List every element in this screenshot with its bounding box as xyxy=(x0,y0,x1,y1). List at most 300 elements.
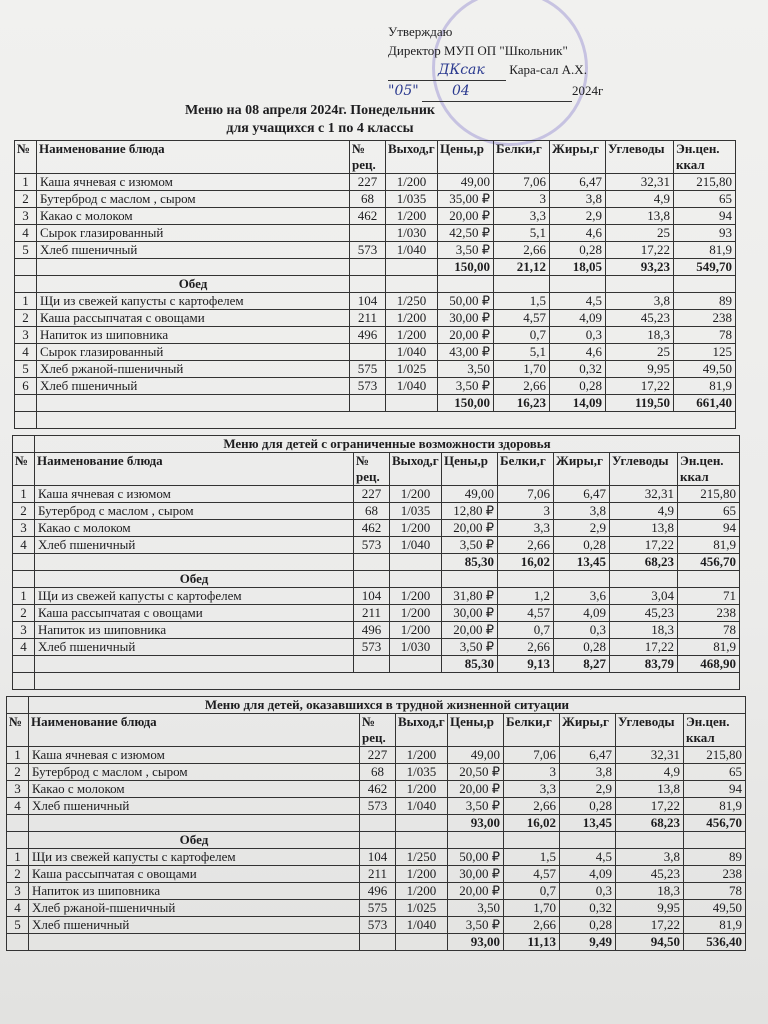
table-row xyxy=(13,520,740,537)
cell-kcal: 49,50 xyxy=(683,900,745,917)
total-price: 93,00 xyxy=(447,815,503,832)
cell-no: 1 xyxy=(15,174,37,191)
cell-protein: 1,2 xyxy=(498,588,554,605)
empty-cell xyxy=(13,673,35,690)
cell-name: Сырок глазированный xyxy=(37,225,350,242)
cell-carbs: 25 xyxy=(606,225,674,242)
cell-rec: 573 xyxy=(354,639,390,656)
cell-yield: 1/035 xyxy=(390,503,442,520)
empty-cell xyxy=(442,571,498,588)
cell-carbs: 13,8 xyxy=(606,208,674,225)
cell-kcal: 78 xyxy=(683,883,745,900)
cell-price: 3,50 ₽ xyxy=(438,242,494,259)
total-row xyxy=(13,554,740,571)
header-text: № xyxy=(361,714,376,729)
cell-rec: 575 xyxy=(359,900,395,917)
cell-carbs: 18,3 xyxy=(615,883,683,900)
table-row xyxy=(15,378,736,395)
cell-price: 30,00 ₽ xyxy=(447,866,503,883)
column-header-no xyxy=(13,453,35,486)
cell-yield: 1/040 xyxy=(386,378,438,395)
cell-protein: 4,57 xyxy=(503,866,559,883)
cell-rec xyxy=(350,225,386,242)
cell-no: 5 xyxy=(7,917,29,934)
header-text: Жиры,г xyxy=(561,714,609,729)
empty-cell xyxy=(395,934,447,951)
table-row xyxy=(15,344,736,361)
cell-yield: 1/200 xyxy=(386,208,438,225)
cell-no: 4 xyxy=(13,537,35,554)
column-header-kcal xyxy=(674,141,736,174)
cell-rec: 573 xyxy=(350,242,386,259)
cell-price: 3,50 ₽ xyxy=(438,378,494,395)
cell-protein: 4,57 xyxy=(498,605,554,622)
cell-rec: 227 xyxy=(359,747,395,764)
cell-no: 3 xyxy=(15,208,37,225)
cell-name: Каша ячневая с изюмом xyxy=(29,747,360,764)
header-text: Выход,г xyxy=(392,453,439,468)
cell-protein: 1,5 xyxy=(503,849,559,866)
empty-cell xyxy=(447,832,503,849)
cell-rec: 68 xyxy=(350,191,386,208)
empty-cell xyxy=(29,934,360,951)
cell-yield: 1/200 xyxy=(390,588,442,605)
total-carbs: 119,50 xyxy=(606,395,674,412)
cell-protein: 2,66 xyxy=(498,537,554,554)
empty-cell xyxy=(494,276,550,293)
cell-no: 5 xyxy=(15,361,37,378)
column-header-no xyxy=(7,714,29,747)
cell-rec: 573 xyxy=(354,537,390,554)
cell-name: Сырок глазированный xyxy=(37,344,350,361)
cell-price: 3,50 ₽ xyxy=(447,798,503,815)
cell-protein: 5,1 xyxy=(494,225,550,242)
lunch-label: Обед xyxy=(37,276,350,293)
cell-name: Напиток из шиповника xyxy=(37,327,350,344)
cell-no: 4 xyxy=(15,344,37,361)
cell-fat: 0,3 xyxy=(559,883,615,900)
cell-price: 31,80 ₽ xyxy=(442,588,498,605)
cell-kcal: 89 xyxy=(674,293,736,310)
cell-name: Бутерброд с маслом , сыром xyxy=(37,191,350,208)
blank-row xyxy=(13,673,740,690)
cell-carbs: 13,8 xyxy=(610,520,678,537)
cell-carbs: 18,3 xyxy=(606,327,674,344)
cell-yield: 1/040 xyxy=(390,537,442,554)
empty-cell xyxy=(674,276,736,293)
cell-carbs: 17,22 xyxy=(606,242,674,259)
cell-fat: 0,28 xyxy=(559,917,615,934)
total-fat: 13,45 xyxy=(554,554,610,571)
total-carbs: 68,23 xyxy=(610,554,678,571)
cell-rec: 573 xyxy=(359,917,395,934)
header-text: Цены,р xyxy=(449,714,494,729)
cell-yield: 1/040 xyxy=(395,917,447,934)
cell-name: Хлеб пшеничный xyxy=(35,537,354,554)
empty-cell xyxy=(610,571,678,588)
cell-no: 1 xyxy=(15,293,37,310)
cell-name: Какао с молоком xyxy=(37,208,350,225)
cell-no: 6 xyxy=(15,378,37,395)
empty-cell xyxy=(386,276,438,293)
cell-price: 42,50 ₽ xyxy=(438,225,494,242)
cell-no: 3 xyxy=(15,327,37,344)
table-row xyxy=(7,900,746,917)
empty-cell xyxy=(7,697,29,714)
total-row xyxy=(13,656,740,673)
total-fat: 18,05 xyxy=(550,259,606,276)
header-text: Белки,г xyxy=(496,141,542,156)
header-text: Эн.цен. xyxy=(676,141,720,156)
cell-name: Хлеб пшеничный xyxy=(29,917,360,934)
cell-carbs: 17,22 xyxy=(615,798,683,815)
header-text: рец. xyxy=(356,469,380,484)
column-header-protein xyxy=(498,453,554,486)
cell-rec: 462 xyxy=(354,520,390,537)
cell-no: 2 xyxy=(15,191,37,208)
total-kcal: 456,70 xyxy=(678,554,740,571)
cell-kcal: 65 xyxy=(678,503,740,520)
menu-title: Меню на 08 апреля 2024г. Понедельник xyxy=(185,103,435,118)
cell-yield: 1/035 xyxy=(395,764,447,781)
table-row xyxy=(15,242,736,259)
table-row xyxy=(7,781,746,798)
cell-kcal: 81,9 xyxy=(674,378,736,395)
header-text: Цены,р xyxy=(444,453,489,468)
header-text: ккал xyxy=(680,469,709,484)
cell-no: 1 xyxy=(7,747,29,764)
cell-carbs: 3,8 xyxy=(615,849,683,866)
cell-kcal: 71 xyxy=(678,588,740,605)
cell-name: Каша рассыпчатая с овощами xyxy=(29,866,360,883)
cell-carbs: 4,9 xyxy=(606,191,674,208)
menu-subtitle: для учащихся с 1 по 4 классы xyxy=(226,121,414,136)
cell-yield: 1/200 xyxy=(386,327,438,344)
menu-table-disabilities xyxy=(12,435,740,690)
blank-row xyxy=(15,412,736,429)
cell-yield: 1/030 xyxy=(390,639,442,656)
empty-cell xyxy=(390,554,442,571)
header-text: № xyxy=(9,714,23,729)
cell-protein: 0,7 xyxy=(503,883,559,900)
cell-protein: 7,06 xyxy=(494,174,550,191)
cell-price: 20,00 ₽ xyxy=(442,622,498,639)
cell-price: 49,00 xyxy=(438,174,494,191)
empty-cell xyxy=(354,571,390,588)
cell-no: 3 xyxy=(13,622,35,639)
cell-kcal: 78 xyxy=(674,327,736,344)
cell-name: Хлеб пшеничный xyxy=(35,639,354,656)
cell-kcal: 215,80 xyxy=(678,486,740,503)
empty-cell xyxy=(359,934,395,951)
empty-cell xyxy=(7,934,29,951)
handwritten-signature: ДКсак xyxy=(438,62,485,78)
empty-cell xyxy=(7,832,29,849)
empty-cell xyxy=(559,832,615,849)
empty-cell xyxy=(15,395,37,412)
director-title: Директор МУП ОП "Школьник" xyxy=(388,43,568,58)
cell-price: 30,00 ₽ xyxy=(438,310,494,327)
cell-rec: 211 xyxy=(359,866,395,883)
empty-cell xyxy=(554,571,610,588)
column-header-price xyxy=(438,141,494,174)
column-header-name xyxy=(37,141,350,174)
total-row xyxy=(15,259,736,276)
cell-carbs: 45,23 xyxy=(606,310,674,327)
cell-no: 3 xyxy=(13,520,35,537)
cell-kcal: 89 xyxy=(683,849,745,866)
cell-price: 43,00 ₽ xyxy=(438,344,494,361)
cell-fat: 0,28 xyxy=(550,242,606,259)
cell-price: 30,00 ₽ xyxy=(442,605,498,622)
approval-label: Утверждаю xyxy=(388,24,453,39)
cell-yield: 1/040 xyxy=(386,344,438,361)
table-row xyxy=(13,588,740,605)
table-row xyxy=(15,327,736,344)
table-row xyxy=(7,883,746,900)
approval-block xyxy=(388,22,603,102)
cell-yield: 1/200 xyxy=(390,520,442,537)
column-header-no xyxy=(15,141,37,174)
total-carbs: 94,50 xyxy=(615,934,683,951)
cell-yield: 1/250 xyxy=(395,849,447,866)
column-header-kcal xyxy=(683,714,745,747)
empty-cell xyxy=(350,276,386,293)
table-row xyxy=(13,486,740,503)
total-fat: 14,09 xyxy=(550,395,606,412)
table-row xyxy=(7,849,746,866)
cell-fat: 4,5 xyxy=(559,849,615,866)
cell-yield: 1/200 xyxy=(395,866,447,883)
cell-fat: 3,8 xyxy=(550,191,606,208)
table-header-row xyxy=(13,453,740,486)
header-text: рец. xyxy=(352,157,376,172)
cell-yield: 1/040 xyxy=(395,798,447,815)
cell-yield: 1/200 xyxy=(395,781,447,798)
cell-name: Щи из свежей капусты с картофелем xyxy=(37,293,350,310)
cell-protein: 3 xyxy=(494,191,550,208)
cell-price: 20,00 ₽ xyxy=(438,327,494,344)
total-kcal: 549,70 xyxy=(674,259,736,276)
cell-name: Какао с молоком xyxy=(29,781,360,798)
cell-fat: 4,09 xyxy=(559,866,615,883)
empty-cell xyxy=(35,656,354,673)
total-price: 85,30 xyxy=(442,656,498,673)
empty-cell xyxy=(37,259,350,276)
cell-price: 3,50 ₽ xyxy=(442,639,498,656)
total-kcal: 536,40 xyxy=(683,934,745,951)
cell-kcal: 215,80 xyxy=(683,747,745,764)
empty-cell xyxy=(386,259,438,276)
header-text: Углеводы xyxy=(612,453,669,468)
cell-kcal: 81,9 xyxy=(683,798,745,815)
header-text: № xyxy=(15,453,29,468)
cell-yield: 1/040 xyxy=(386,242,438,259)
column-header-yield xyxy=(386,141,438,174)
empty-cell xyxy=(683,832,745,849)
empty-cell xyxy=(390,571,442,588)
cell-price: 12,80 ₽ xyxy=(442,503,498,520)
header-text: Жиры,г xyxy=(552,141,599,156)
lunch-label: Обед xyxy=(35,571,354,588)
column-header-rec xyxy=(354,453,390,486)
empty-cell xyxy=(503,832,559,849)
column-header-carbs xyxy=(606,141,674,174)
cell-carbs: 9,95 xyxy=(615,900,683,917)
cell-price: 20,00 ₽ xyxy=(447,781,503,798)
table-row xyxy=(7,764,746,781)
total-protein: 16,02 xyxy=(498,554,554,571)
empty-cell xyxy=(438,276,494,293)
empty-cell xyxy=(350,259,386,276)
column-header-price xyxy=(447,714,503,747)
header-text: ккал xyxy=(676,157,705,172)
empty-cell xyxy=(7,815,29,832)
cell-rec: 211 xyxy=(354,605,390,622)
cell-kcal: 93 xyxy=(674,225,736,242)
cell-fat: 2,9 xyxy=(554,520,610,537)
director-name: Кара-сал А.Х. xyxy=(509,62,587,77)
cell-kcal: 94 xyxy=(674,208,736,225)
cell-no: 4 xyxy=(15,225,37,242)
cell-kcal: 215,80 xyxy=(674,174,736,191)
table-row xyxy=(13,605,740,622)
empty-cell xyxy=(15,412,37,429)
cell-price: 49,00 xyxy=(447,747,503,764)
empty-cell xyxy=(37,412,736,429)
lunch-header-row xyxy=(13,571,740,588)
column-header-rec xyxy=(359,714,395,747)
header-text: ккал xyxy=(685,730,715,745)
cell-fat: 4,6 xyxy=(550,344,606,361)
empty-cell xyxy=(395,815,447,832)
cell-name: Бутерброд с маслом , сыром xyxy=(35,503,354,520)
cell-rec: 227 xyxy=(354,486,390,503)
cell-fat: 6,47 xyxy=(550,174,606,191)
cell-no: 3 xyxy=(7,883,29,900)
table-row xyxy=(15,361,736,378)
lunch-label: Обед xyxy=(29,832,360,849)
cell-kcal: 238 xyxy=(678,605,740,622)
cell-name: Каша ячневая с изюмом xyxy=(35,486,354,503)
header-text: Эн.цен. xyxy=(685,714,730,729)
cell-protein: 3 xyxy=(498,503,554,520)
cell-kcal: 49,50 xyxy=(674,361,736,378)
cell-name: Хлеб ржаной-пшеничный xyxy=(37,361,350,378)
lunch-header-row xyxy=(7,832,746,849)
cell-kcal: 81,9 xyxy=(678,537,740,554)
table-row xyxy=(15,225,736,242)
cell-yield: 1/200 xyxy=(390,605,442,622)
cell-no: 5 xyxy=(15,242,37,259)
cell-rec: 68 xyxy=(354,503,390,520)
cell-fat: 2,9 xyxy=(559,781,615,798)
total-carbs: 93,23 xyxy=(606,259,674,276)
cell-carbs: 9,95 xyxy=(606,361,674,378)
cell-name: Какао с молоком xyxy=(35,520,354,537)
cell-protein: 2,66 xyxy=(494,242,550,259)
cell-protein: 5,1 xyxy=(494,344,550,361)
cell-no: 2 xyxy=(13,503,35,520)
cell-rec: 104 xyxy=(350,293,386,310)
cell-price: 50,00 ₽ xyxy=(447,849,503,866)
cell-name: Хлеб пшеничный xyxy=(29,798,360,815)
cell-rec: 104 xyxy=(359,849,395,866)
empty-cell xyxy=(386,395,438,412)
cell-fat: 3,8 xyxy=(559,764,615,781)
table-header-row xyxy=(15,141,736,174)
table-row xyxy=(13,622,740,639)
cell-yield: 1/030 xyxy=(386,225,438,242)
cell-price: 20,00 ₽ xyxy=(447,883,503,900)
cell-kcal: 94 xyxy=(678,520,740,537)
header-text: № xyxy=(352,141,366,156)
column-header-name xyxy=(29,714,360,747)
cell-name: Щи из свежей капусты с картофелем xyxy=(35,588,354,605)
menu-table-difficult-situation xyxy=(6,696,746,951)
cell-no: 4 xyxy=(7,900,29,917)
cell-fat: 0,28 xyxy=(550,378,606,395)
empty-cell xyxy=(15,259,37,276)
cell-rec: 496 xyxy=(359,883,395,900)
total-fat: 9,49 xyxy=(559,934,615,951)
cell-kcal: 81,9 xyxy=(674,242,736,259)
cell-price: 3,50 ₽ xyxy=(447,917,503,934)
cell-carbs: 45,23 xyxy=(610,605,678,622)
column-header-fat xyxy=(550,141,606,174)
cell-price: 3,50 ₽ xyxy=(442,537,498,554)
cell-price: 20,50 ₽ xyxy=(447,764,503,781)
total-carbs: 68,23 xyxy=(615,815,683,832)
cell-rec: 227 xyxy=(350,174,386,191)
total-protein: 16,23 xyxy=(494,395,550,412)
cell-yield: 1/025 xyxy=(386,361,438,378)
cell-fat: 3,6 xyxy=(554,588,610,605)
cell-protein: 0,7 xyxy=(494,327,550,344)
header-text: Углеводы xyxy=(617,714,675,729)
cell-yield: 1/200 xyxy=(390,622,442,639)
cell-carbs: 17,22 xyxy=(610,639,678,656)
empty-cell xyxy=(13,554,35,571)
cell-no: 1 xyxy=(7,849,29,866)
empty-cell xyxy=(35,554,354,571)
cell-no: 4 xyxy=(13,639,35,656)
total-protein: 11,13 xyxy=(503,934,559,951)
cell-protein: 7,06 xyxy=(498,486,554,503)
cell-rec xyxy=(350,344,386,361)
section-title: Меню для детей с ограниченные возможности здоровья xyxy=(35,436,740,453)
header-text: Жиры,г xyxy=(556,453,603,468)
lunch-header-row xyxy=(15,276,736,293)
empty-cell xyxy=(606,276,674,293)
cell-kcal: 81,9 xyxy=(683,917,745,934)
cell-protein: 1,70 xyxy=(503,900,559,917)
empty-cell xyxy=(354,656,390,673)
total-price: 85,30 xyxy=(442,554,498,571)
cell-protein: 4,57 xyxy=(494,310,550,327)
header-text: Наименование блюда xyxy=(39,141,165,156)
cell-kcal: 81,9 xyxy=(678,639,740,656)
cell-protein: 3 xyxy=(503,764,559,781)
cell-carbs: 17,22 xyxy=(610,537,678,554)
cell-kcal: 238 xyxy=(683,866,745,883)
header-text: рец. xyxy=(361,730,386,745)
table-row xyxy=(15,310,736,327)
column-header-protein xyxy=(503,714,559,747)
cell-carbs: 17,22 xyxy=(615,917,683,934)
cell-no: 2 xyxy=(7,866,29,883)
cell-carbs: 18,3 xyxy=(610,622,678,639)
